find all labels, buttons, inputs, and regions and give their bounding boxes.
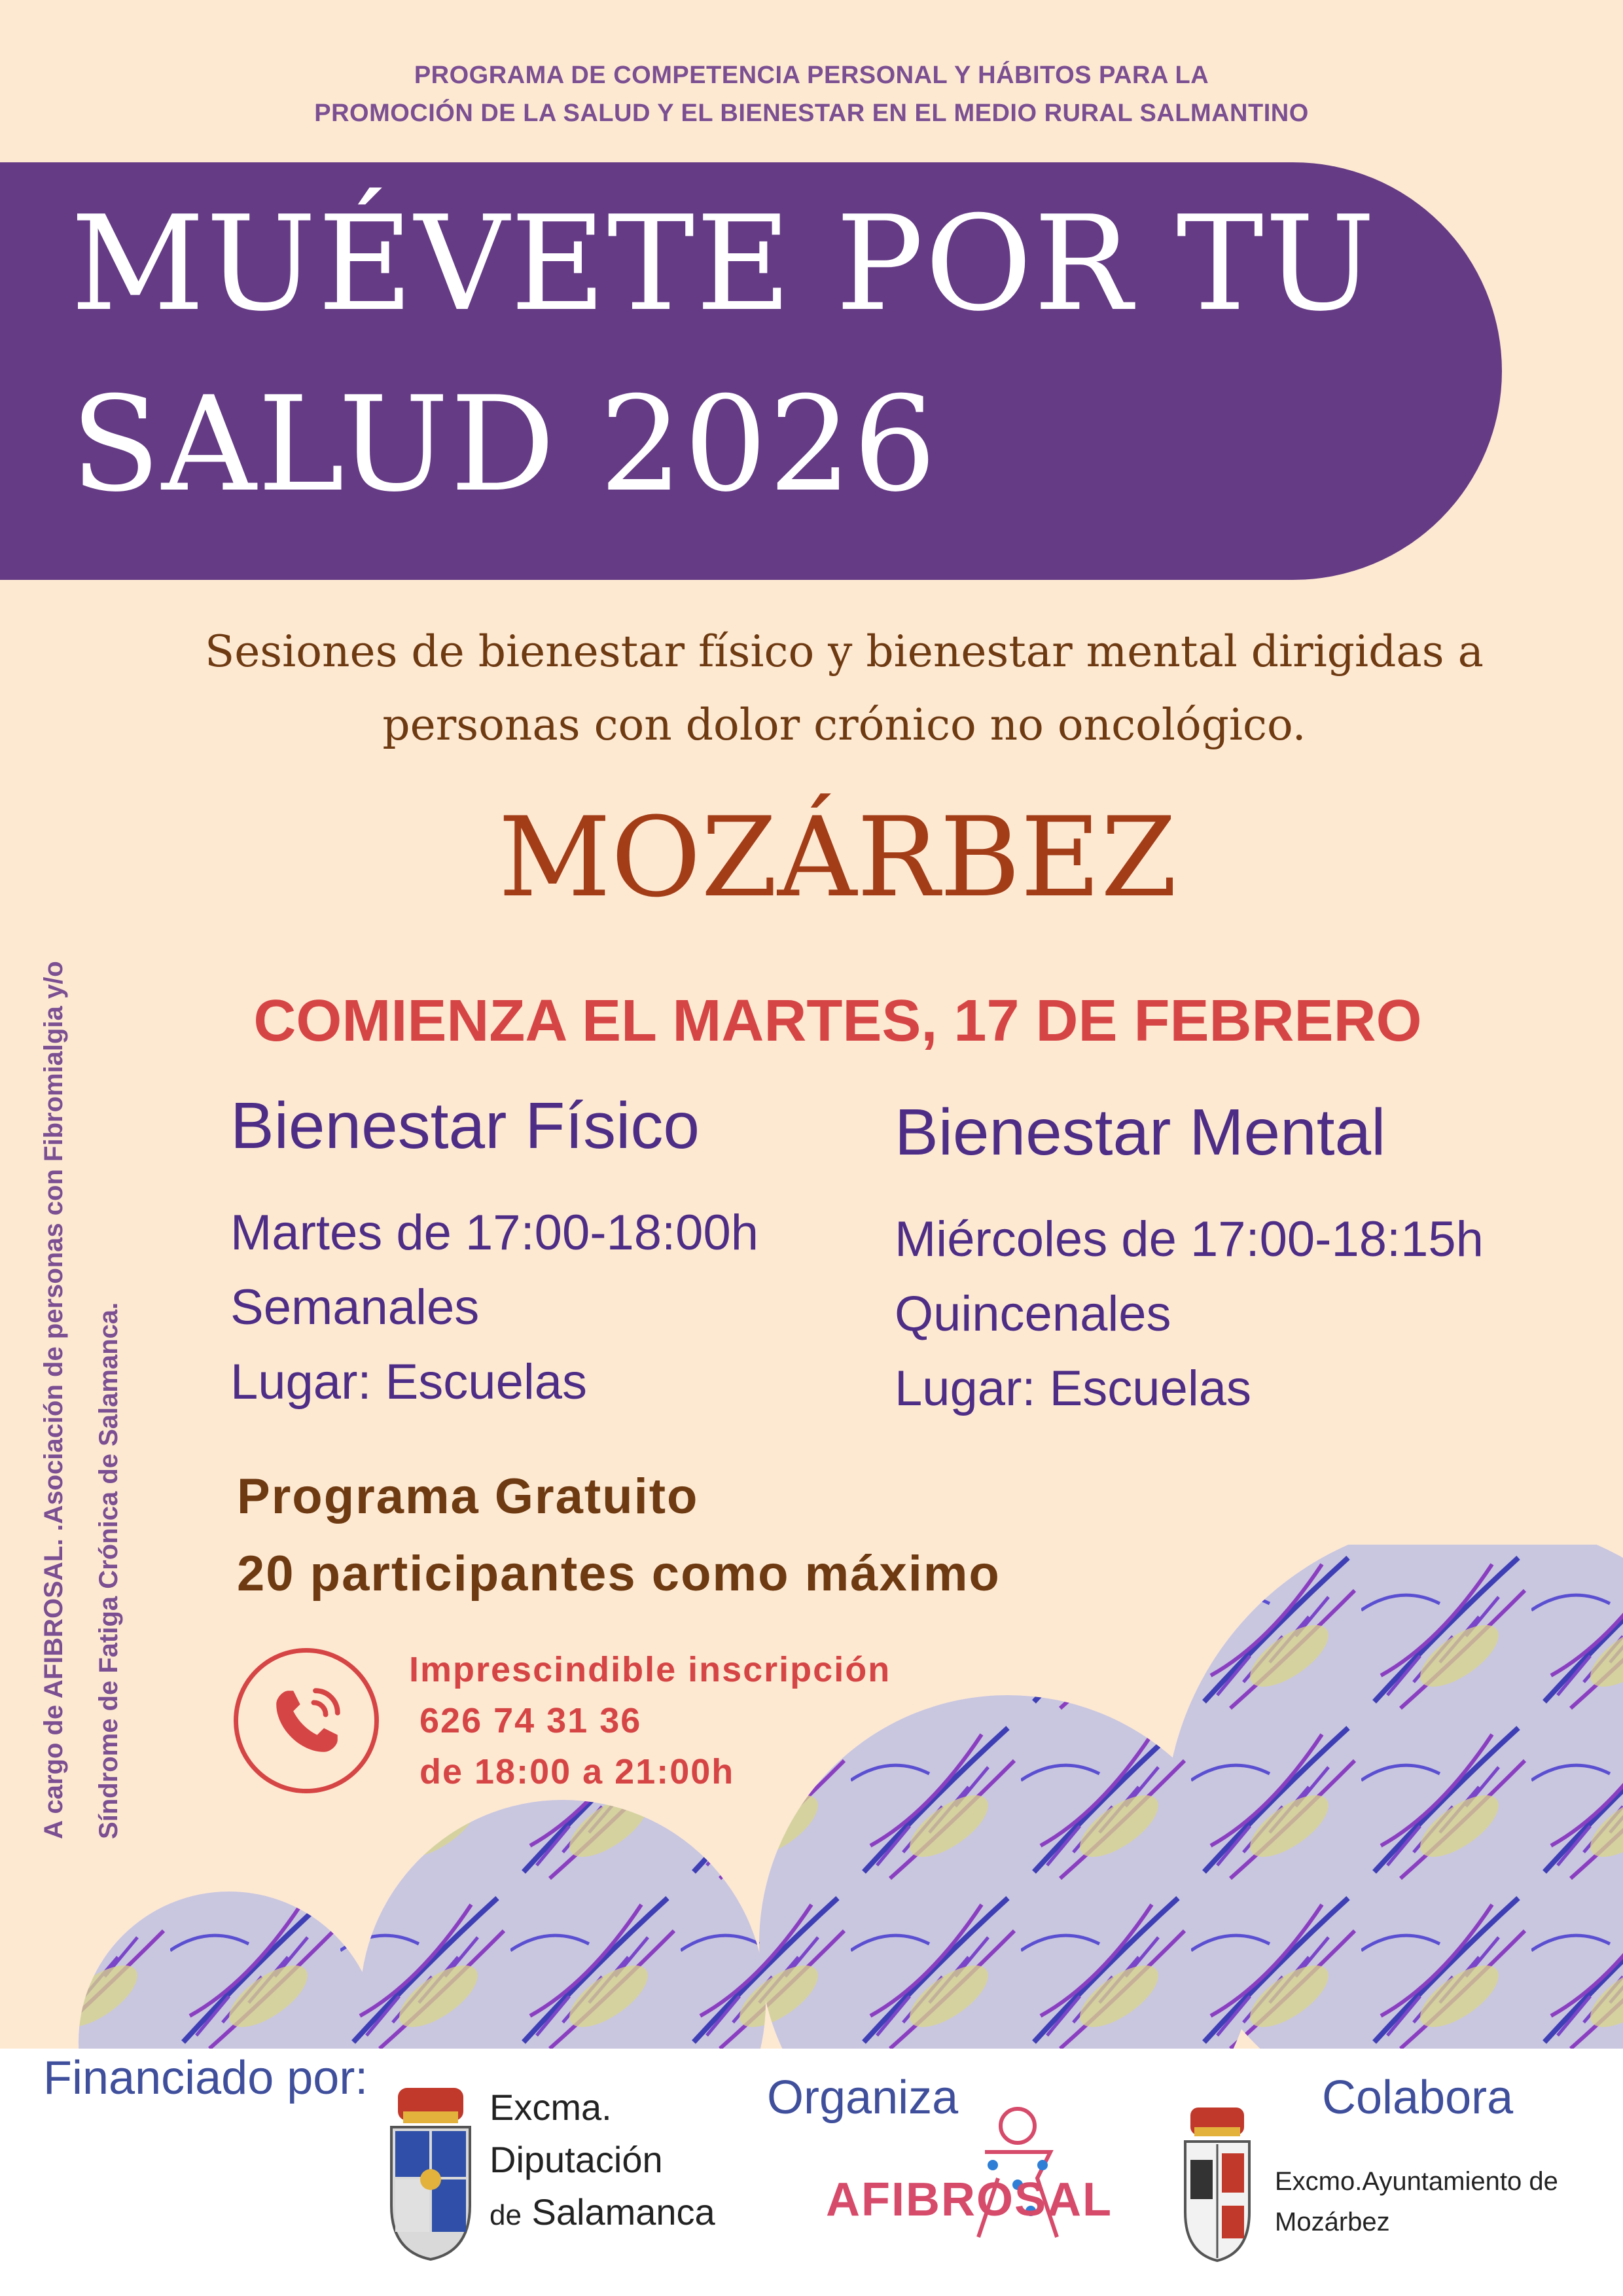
registration-label: Imprescindible inscripción <box>409 1650 891 1689</box>
subtitle-line-1: Sesiones de bienestar físico y bienestar mental dirigidas a <box>205 626 1484 677</box>
physical-schedule: Martes de 17:00-18:00h <box>230 1205 758 1261</box>
physical-place: Lugar: Escuelas <box>230 1354 587 1410</box>
diputacion-line-2: Diputación <box>490 2139 663 2180</box>
diputacion-line-3a: de <box>490 2199 522 2231</box>
organizer-label: Organiza <box>767 2072 959 2124</box>
decorative-circles <box>0 1545 1623 2055</box>
registration-info <box>409 1644 891 1797</box>
collaborator-label: Colabora <box>1322 2072 1514 2124</box>
diputacion-name <box>490 2081 715 2242</box>
ayuntamiento-name <box>1275 2161 1558 2242</box>
registration-hours: de 18:00 a 21:00h <box>419 1752 735 1791</box>
page-title-line-1: MUÉVETE POR TU <box>71 188 1377 340</box>
credit-line-1: A cargo de AFIBROSAL. .Asociación de personas con Fibromialgia y/o <box>39 961 68 1839</box>
credit-line-2: Síndrome de Fatiga Crónica de Salamanca. <box>94 1302 123 1839</box>
afibrosal-logo-text: AFIBROSAL <box>826 2174 1113 2226</box>
ayuntamiento-line-2: Mozárbez <box>1275 2208 1390 2236</box>
diputacion-shield-icon <box>385 2088 476 2265</box>
deco-circle-4 <box>1165 1545 1623 2055</box>
diputacion-line-3b: Salamanca <box>531 2191 715 2233</box>
phone-badge <box>234 1648 379 1793</box>
physical-heading: Bienestar Físico <box>230 1089 700 1162</box>
phone-icon <box>264 1679 349 1764</box>
diputacion-line-1: Excma. <box>490 2087 612 2128</box>
mental-place: Lugar: Escuelas <box>895 1361 1251 1416</box>
mental-frequency: Quincenales <box>895 1286 1171 1342</box>
mental-schedule: Miércoles de 17:00-18:15h <box>895 1211 1484 1267</box>
program-line-1: PROGRAMA DE COMPETENCIA PERSONAL Y HÁBITOS PARA LA <box>414 62 1209 89</box>
capacity: 20 participantes como máximo <box>237 1546 1001 1602</box>
subtitle <box>131 615 1558 762</box>
deco-circle-2 <box>360 1800 766 2055</box>
mental-session <box>895 1090 1484 1426</box>
physical-session <box>230 1083 758 1420</box>
subtitle-line-2: personas con dolor crónico no oncológico. <box>382 700 1306 750</box>
start-date: COMIENZA EL MARTES, 17 DE FEBRERO <box>253 988 1422 1054</box>
financed-by-label: Financiado por: <box>43 2052 368 2104</box>
program-header <box>0 56 1623 132</box>
page-title-line-2: SALUD 2026 <box>71 368 938 521</box>
mental-heading: Bienestar Mental <box>895 1096 1386 1169</box>
town-name: MOZÁRBEZ <box>498 793 1177 922</box>
deco-circle-1 <box>79 1892 380 2055</box>
free-program: Programa Gratuito <box>237 1469 699 1524</box>
physical-frequency: Semanales <box>230 1280 480 1335</box>
registration-phone[interactable]: 626 74 31 36 <box>419 1701 642 1740</box>
program-line-2: PROMOCIÓN DE LA SALUD Y EL BIENESTAR EN EL MEDIO RURAL SALMANTINO <box>314 99 1309 127</box>
ayuntamiento-shield-icon <box>1181 2108 1253 2265</box>
ayuntamiento-line-1: Excmo.Ayuntamiento de <box>1275 2167 1558 2196</box>
